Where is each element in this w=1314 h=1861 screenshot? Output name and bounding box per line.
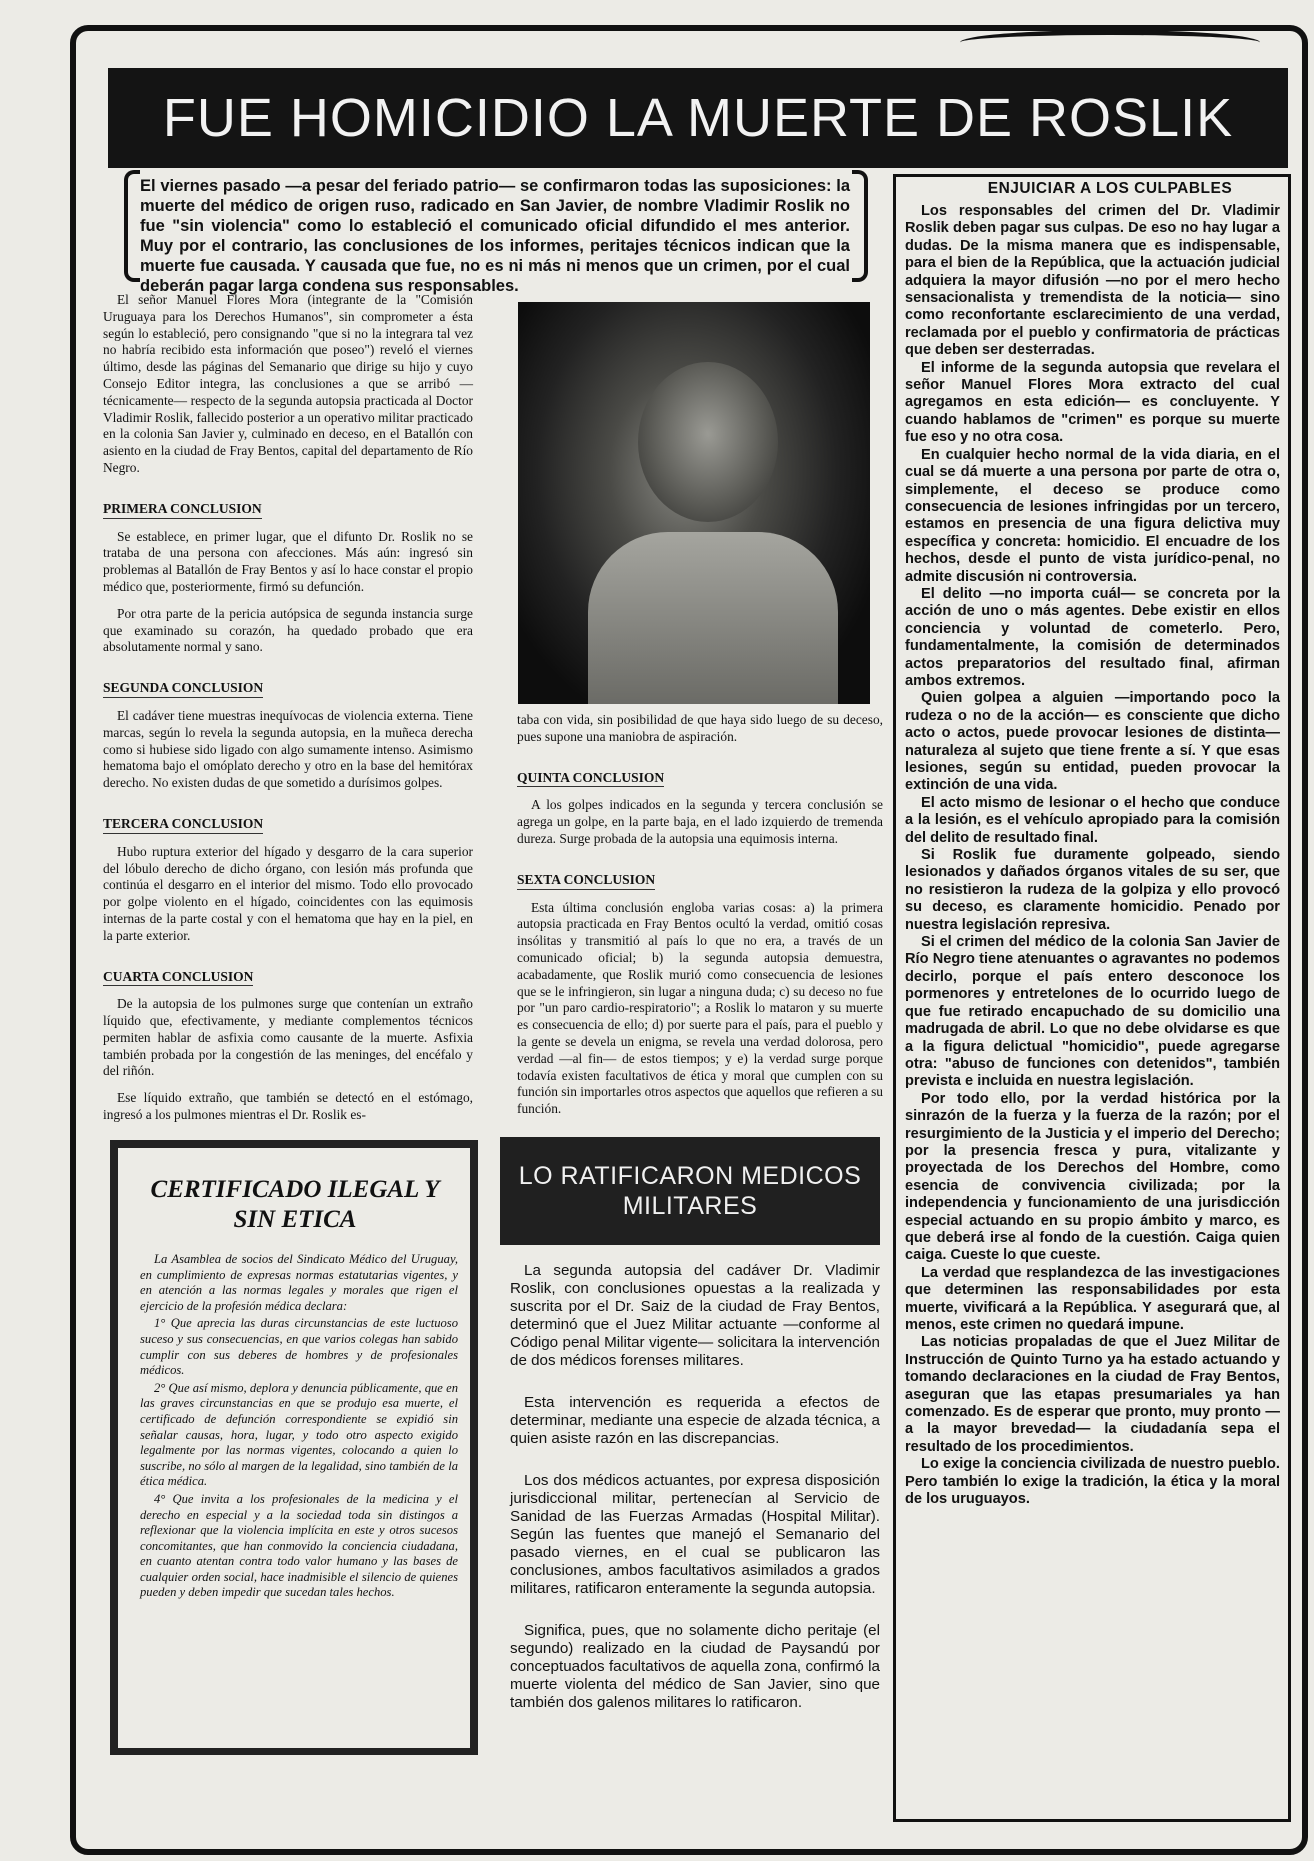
military-article-text: [510, 1262, 880, 1736]
paragraph: Quien golpea a alguien —importando poco la rudeza o no de la acción— es consciente que dicho acto o actos, puede provocar lesiones de distinta— naturaleza al sujeto que tiene frente a sí. Y que esas lesiones, según su entidad, pueden provocar la extinción de una vida.: [905, 690, 1280, 794]
paragraph: Significa, pues, que no solamente dicho peritaje (el segundo) realizado en la ciudad de Paysandú por conceptuados facultativos de aquella zona, confirmó la muerte violenta del médico de San Javier, sino que también dos galenos militares lo ratificaron.: [510, 1622, 880, 1711]
paragraph: 2° Que así mismo, deplora y denuncia públicamente, que en las graves circunstancias en que se produjo esa muerte, el certificado de defunción correspondiente se expidió sin señalar causas, hora, lugar, y todo otro aspecto exigido legalmente por las normas vigentes, colocando a quien lo suscribe, no sólo al margen de la legalidad, sino también de la ética médica.: [140, 1380, 458, 1489]
paragraph: Se establece, en primer lugar, que el difunto Dr. Roslik no se trataba de una persona con afecciones. Más aún: ingresó sin problemas al Batallón de Fray Bentos y así lo hace constar el propio médico que, posteriormente, firmó su defunción.: [103, 528, 473, 594]
paragraph: Hubo ruptura exterior del hígado y desgarro de la cara superior del lóbulo derecho de dicho órgano, con lesión más profunda que continúa el desgarro en el interior del mismo. Todo ello provocado por golpe violento en el hígado, coincidentes con las equimosis internas de la parte costal y con el hematoma que hay en la piel, en la parte exterior.: [103, 843, 473, 943]
portrait-photo: [518, 302, 870, 704]
editorial-title: ENJUICIAR A LOS CULPABLES: [987, 180, 1233, 197]
certificate-title: CERTIFICADO ILEGAL Y SIN ETICA: [150, 1176, 440, 1233]
certificate-text: [140, 1252, 458, 1603]
lead-bracket-right: [852, 170, 868, 282]
column-conclusions-continued: [517, 712, 883, 1128]
page-headline: FUE HOMICIDIO LA MUERTE DE ROSLIK: [108, 68, 1288, 168]
continued-paragraph: taba con vida, sin posibilidad de que haya sido luego de su deceso, pues supone una maniobra de aspiración.: [517, 712, 883, 744]
paragraph: Si Roslik fue duramente golpeado, siendo lesionados y dañados órganos vitales de su ser, que no resistieron la rudeza de la golpiza y ello provocó su deceso, es claramente homicidio. Penado por nuestra legislación represiva.: [905, 847, 1280, 933]
intro-paragraph: El señor Manuel Flores Mora (integrante de la "Comisión Uruguaya para los Derechos Humanos", sin comprometer a ésta según lo estableció, pero consignando "que si no la integrara tal vez no habría recibido esta información que poseo") reveló el viernes último, desde las páginas del Semanario que dirige su hijo y cuyo Consejo Editor integra, las conclusiones a que se arribó —técnicamente— respecto de la segunda autopsia practicada al Doctor Vladimir Roslik, fallecido posterior a un operativo militar practicado en la colonia San Javier y, culminado en deceso, en el Batallón con asiento en la ciudad de Fray Bentos, capital del departamento de Río Negro.: [103, 292, 473, 475]
lead-paragraph: El viernes pasado —a pesar del feriado patrio— se confirmaron todas las suposiciones: la muerte del médico de origen ruso, radicado en San Javier, de nombre Vladimir Roslik no fue "sin violencia" como lo estableció el comunicado oficial difundido el mes anterior. Muy por el contrario, las conclusiones de los informes, peritajes técnicos indican que la muerte fue causada. Y causada que fue, no es ni más ni menos que un crimen, por el cual deberán pagar larga condena sus responsables.: [140, 177, 850, 295]
title-line: MILITARES: [622, 1192, 758, 1220]
paragraph: Por todo ello, por la verdad histórica por la sinrazón de la fuerza y la fuerza de la razón; por el resurgimiento de la Justicia y el imperio del Derecho; por la presencia fresca y pura, vitalizante y proyectada de los Derechos del Hombre, como esencia de convivencia civilizada; por la independencia y funcionamiento de una jurisdicción especial actuando en su propio ámbito y marco, es que deberá irse al fondo de la cuestión. Caiga quien caiga. Cueste lo que cueste.: [905, 1090, 1280, 1264]
paragraph: Esta intervención es requerida a efectos de determinar, mediante una especie de alzada técnica, a quien asiste razón en las discrepancias.: [510, 1394, 880, 1447]
paragraph: El informe de la segunda autopsia que revelara el señor Manuel Flores Mora extracto del cual agregamos en esta edición— es concluyente. Y cuando hablamos de "crimen" es porque su muerte fue eso y no otra cosa.: [905, 359, 1280, 446]
section-heading: SEGUNDA CONCLUSION: [103, 680, 263, 698]
paragraph: En cualquier hecho normal de la vida diaria, en el cual se dá muerte a una persona por parte de otra o, simplemente, el deceso se produce como consecuencia de lesiones infringidas por un tercero, estamos en presencia de una figura delictiva muy específica y concreta: homicidio. El encuadre de los hechos, desde el punto de vista jurídico-penal, no admite discusión ni controversia.: [905, 446, 1280, 585]
paragraph: 1° Que aprecia las duras circunstancias de este luctuoso suceso y sus consecuencias, en que varios colegas han sabido cumplir con sus deberes de hombres y de profesionales médicos.: [140, 1316, 458, 1378]
section-heading: CUARTA CONCLUSION: [103, 969, 253, 987]
editorial-text: [905, 203, 1280, 1508]
paragraph: La verdad que resplandezca de las investigaciones que determinen las responsabilidades por esta muerte, vivificará a la República. Y asegurará que, al menos, este crimen no quedará impune.: [905, 1264, 1280, 1333]
paragraph: Por otra parte de la pericia autópsica de segunda instancia surge que examinado su corazón, ha quedado probado que era absolutamente normal y sano.: [103, 605, 473, 655]
scribble-mark: [960, 30, 1260, 55]
section-heading: TERCERA CONCLUSION: [103, 816, 263, 834]
paragraph: De la autopsia de los pulmones surge que contenían un extraño líquido que, efectivamente, y mediante complementos técnicos permiten hablar de asfixia como causante de la muerte. Asfixia también probada por la congestión de las meninges, del encéfalo y del riñón.: [103, 996, 473, 1079]
title-line: LO RATIFICARON MEDICOS: [518, 1162, 862, 1190]
paragraph: Las noticias propaladas de que el Juez Militar de Instrucción de Quinto Turno ya ha estado actuando y tomando declaraciones en la ciudad de Fray Bentos, aseguran que las etapas presumariales ya han comenzado. Es de esperar que pronto, muy pronto —a la mayor brevedad— la ciudadanía sepa el resultado de los procedimientos.: [905, 1334, 1280, 1455]
lead-bracket-left: [124, 170, 140, 282]
paragraph: La Asamblea de socios del Sindicato Médico del Uruguay, en cumplimiento de expresas normas estatutarias vigentes, y en atención a las normas legales y morales que rigen el ejercicio de la profesión médica declara:: [140, 1252, 458, 1313]
column-conclusions: [103, 292, 473, 1134]
paragraph: Los responsables del crimen del Dr. Vladimir Roslik deben pagar sus culpas. De eso no hay lugar a dudas. De la misma manera que es indispensable, para el bien de la República, que la actuación judicial adquiera la mayor difusión —no por el mero hecho sensacionalista y tremendista de la noticia— sino como reconfortante esclarecimiento de una verdad, reclamada por el pueblo y confirmatoria de prácticas que deben ser desterradas.: [905, 203, 1280, 359]
paragraph: La segunda autopsia del cadáver Dr. Vladimir Roslik, con conclusiones opuestas a la realizada y suscrita por el Dr. Saiz de la ciudad de Fray Bentos, determinó que el Juez Militar actuante —conforme al Código penal Militar vigente— solicitara la intervención de dos médicos forenses militares.: [510, 1262, 880, 1369]
paragraph: A los golpes indicados en la segunda y tercera conclusión se agrega un golpe, en la parte baja, en el lado izquierdo de tremenda dureza. Surge probada de la autopsia una equimosis interna.: [517, 797, 883, 846]
military-article-title: [500, 1137, 880, 1245]
portrait-shirt: [588, 532, 838, 704]
paragraph: El delito —no importa cuál— se concreta por la acción de uno o más agentes. Debe existir en ellos conciencia y voluntad de cometerlo. Pero, fundamentalmente, la comisión de determinados actos preparatorios del resultado final, afirman ambos extremos.: [905, 585, 1280, 689]
paragraph: 4° Que invita a los profesionales de la medicina y el derecho en especial y a la sociedad toda sin distingos a reflexionar que la violencia implícita en este y otros sucesos concomitantes, que han conmovido la conciencia ciudadana, en cuanto atentan contra todo valor humano y las bases de cualquier orden social, hace inadmisible el silencio de quienes pueden y deben impedir que sucedan tales hechos.: [140, 1491, 458, 1600]
paragraph: Si el crimen del médico de la colonia San Javier de Río Negro tiene atenuantes o agravantes no podemos decirlo, porque el país entero desconoce los pormenores y entretelones de lo ocurrido luego de que fue retirado encapuchado de su domicilio una madrugada de abril. Lo que no debe olvidarse es que a la figura delictual "homicidio", puede agregarse otra: "abuso de funciones con detenidos", también prevista e incluida en nuestra legislación.: [905, 934, 1280, 1090]
section-heading: QUINTA CONCLUSION: [517, 770, 664, 788]
paragraph: Los dos médicos actuantes, por expresa disposición jurisdiccional militar, pertenecían al Servicio de Sanidad de las Fuerzas Armadas (Hospital Militar). Según las fuentes que manejó el Semanario del pasado viernes, en el cual se publicaron las conclusiones, ambos facultativos asimilados a grados militares, ratificaron enteramente la segunda autopsia.: [510, 1472, 880, 1597]
portrait-face: [638, 362, 778, 522]
section-heading: PRIMERA CONCLUSION: [103, 501, 262, 519]
paragraph: Esta última conclusión engloba varias cosas: a) la primera autopsia practicada en Fray Bentos ocultó la verdad, omitió cosas insólitas y transmitió al país lo que no era, a través de un comunicado oficial; b) la segunda autopsia demuestra, acabadamente, que Roslik murió como consecuencia de lesiones que se le infringieron, sin lugar a ninguna duda; c) su deceso no fue por "un paro cardio-respiratorio"; a Roslik lo mataron y su muerte es consecuencia de ello; d) por suerte para el país, para el pueblo y la gente se devela un enigma, se revela una verdad dolorosa, pero verdad —al fin— de estos tiempos; y e) la verdad surge porque todavía existen facultativos de ética y moral que cumplen con su función sin importarles otros aspectos que aquellos que refieren a su función.: [517, 899, 883, 1117]
paragraph: El acto mismo de lesionar o el hecho que conduce a la lesión, es el vehículo apropiado para la comisión del delito de resultado final.: [905, 794, 1280, 846]
paragraph: Ese líquido extraño, que también se detectó en el estómago, ingresó a los pulmones mientras el Dr. Roslik es-: [103, 1090, 473, 1123]
section-heading: SEXTA CONCLUSION: [517, 872, 655, 890]
paragraph: Lo exige la conciencia civilizada de nuestro pueblo. Pero también lo exige la tradición, la ética y la moral de los uruguayos.: [905, 1456, 1280, 1508]
paragraph: El cadáver tiene muestras inequívocas de violencia externa. Tiene marcas, según lo revela la segunda autopsia, en la muñeca derecha como si hubiese sido ligado con algo sumamente intenso. Asimismo hematoma bajo el omóplato derecho y otro en la base del hemitórax derecho. No existen dudas de que sometido a durísimos golpes.: [103, 707, 473, 791]
